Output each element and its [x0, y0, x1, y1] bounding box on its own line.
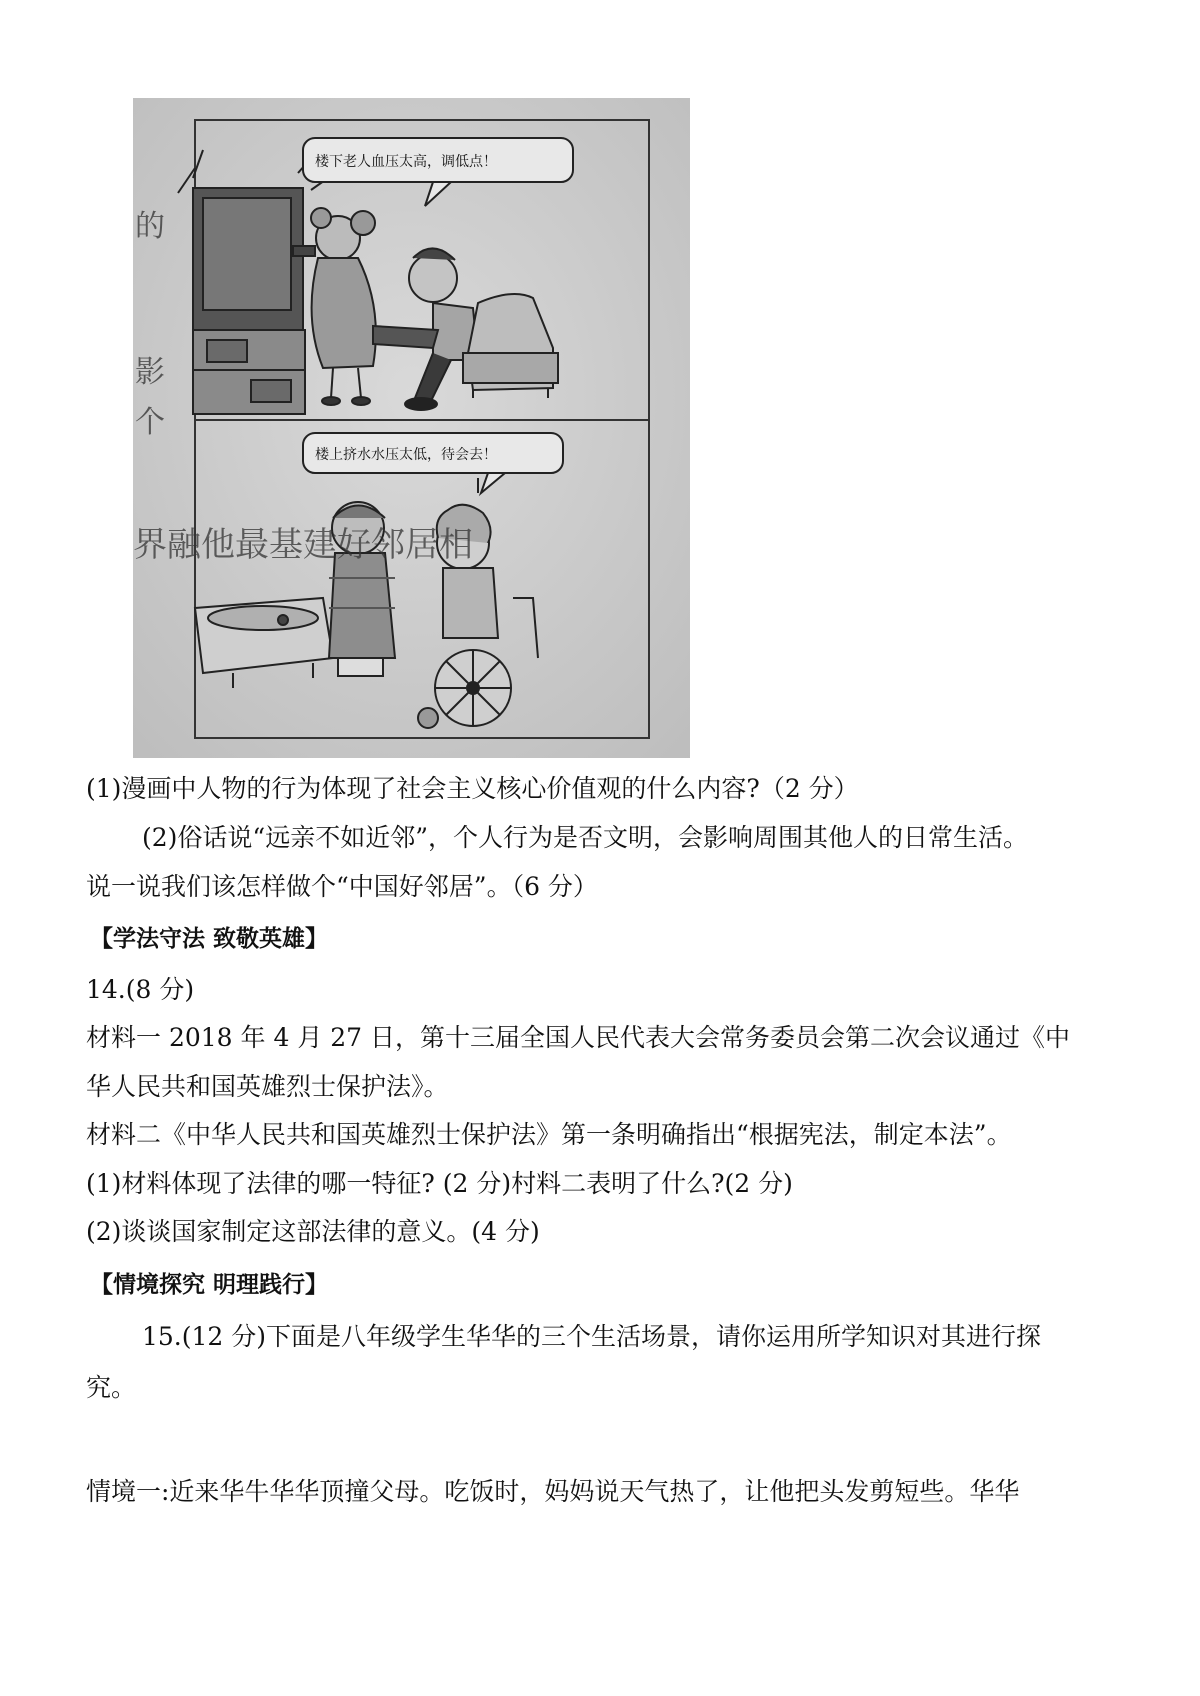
question-13-part-1: (1)漫画中人物的行为体现了社会主义核心价值观的什么内容?（2 分）: [86, 774, 859, 803]
question-13-part-2-line-2: 说一说我们该怎样做个“中国好邻居”。（6 分）: [86, 872, 598, 901]
scenario-1: 情境一:近来华牛华华顶撞父母。吃饭时，妈妈说天气热了，让他把头发剪短些。华华: [86, 1477, 1020, 1506]
question-15-line-1: 15.(12 分)下面是八年级学生华华的三个生活场景，请你运用所学知识对其进行探: [142, 1322, 1042, 1351]
margin-glyph: 影: [135, 355, 165, 390]
margin-glyph: 的: [135, 209, 165, 244]
material-1-line-1: 材料一 2018 年 4 月 27 日，第十三届全国人民代表大会常务委员会第二次会议通过《中: [86, 1023, 1071, 1052]
bleed-through-text: 界融他最基建好邻居相: [133, 525, 473, 565]
question-15-line-2: 究。: [86, 1373, 137, 1402]
speech-text-bottom: 楼上挤水水压太低，待会去！: [315, 447, 497, 463]
section-heading-law: 【学法守法 致敬英雄】: [90, 926, 329, 952]
section-heading-situation: 【情境探究 明理践行】: [90, 1272, 329, 1298]
comic-illustration: [133, 98, 690, 758]
speech-text-top: 楼下老人血压太高，调低点！: [315, 154, 497, 170]
tv-cabinet-icon: [193, 330, 305, 414]
question-13-part-2-line-1: (2)俗话说“远亲不如近邻”，个人行为是否文明，会影响周围其他人的日常生活。: [142, 823, 1028, 852]
question-14-heading: 14.(8 分): [86, 975, 195, 1004]
question-14-part-2: (2)谈谈国家制定这部法律的意义。(4 分): [86, 1217, 540, 1246]
question-14-part-1: (1)材料体现了法律的哪一特征? (2 分)村料二表明了什么?(2 分): [86, 1169, 793, 1198]
material-1-line-2: 华人民共和国英雄烈士保护法》。: [86, 1072, 449, 1101]
margin-glyph: 个: [135, 405, 165, 440]
material-2: 材料二《中华人民共和国英雄烈士保护法》第一条明确指出“根据宪法，制定本法”。: [86, 1120, 1012, 1149]
